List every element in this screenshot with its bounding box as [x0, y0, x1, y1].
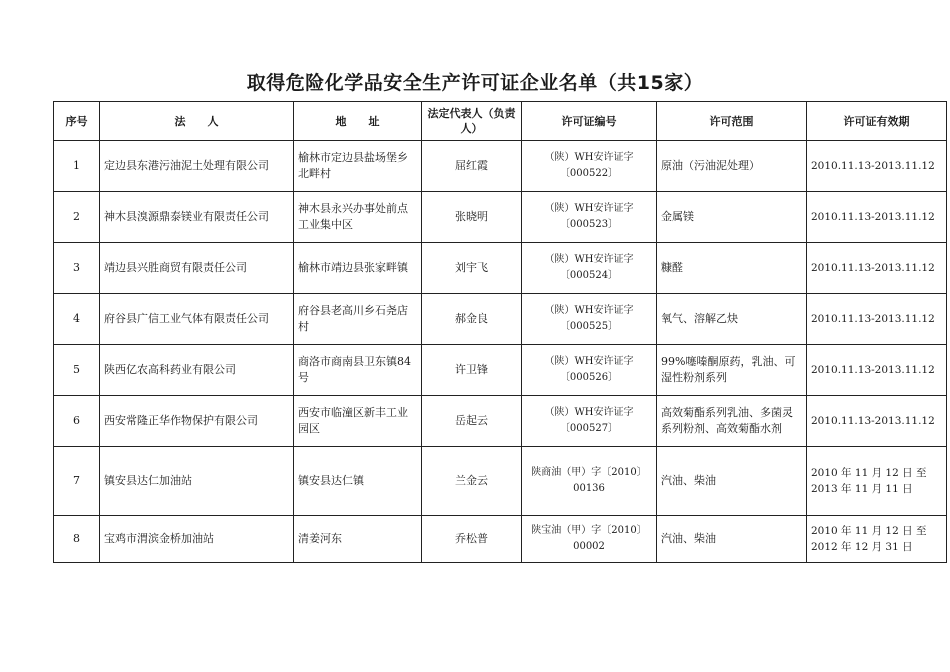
header-address: 地 址	[294, 102, 422, 141]
cell-rep: 岳起云	[422, 396, 522, 447]
table-row	[54, 294, 947, 345]
cell-no: 5	[54, 345, 100, 396]
cell-scope: 氧气、溶解乙炔	[657, 294, 807, 345]
cell-scope: 汽油、柴油	[657, 516, 807, 563]
cell-no: 3	[54, 243, 100, 294]
cell-company: 镇安县达仁加油站	[100, 447, 294, 516]
cell-number: 陕宝油（甲）字〔2010〕00002	[522, 516, 657, 563]
cell-no: 4	[54, 294, 100, 345]
header-validity: 许可证有效期	[807, 102, 947, 141]
cell-no: 6	[54, 396, 100, 447]
cell-rep: 兰金云	[422, 447, 522, 516]
cell-address: 西安市临潼区新丰工业园区	[294, 396, 422, 447]
header-no: 序号	[54, 102, 100, 141]
cell-rep: 刘宇飞	[422, 243, 522, 294]
cell-validity: 2010.11.13-2013.11.12	[807, 345, 947, 396]
cell-rep: 乔松普	[422, 516, 522, 563]
cell-number: （陕）WH安许证字〔000527〕	[522, 396, 657, 447]
cell-rep: 郝金良	[422, 294, 522, 345]
header-number: 许可证编号	[522, 102, 657, 141]
cell-no: 1	[54, 141, 100, 192]
header-row	[54, 102, 947, 141]
cell-company: 神木县溴源鼎泰镁业有限责任公司	[100, 192, 294, 243]
cell-company: 定边县东港污油泥土处理有限公司	[100, 141, 294, 192]
cell-validity: 2010 年 11 月 12 日 至 2012 年 12 月 31 日	[807, 516, 947, 563]
cell-company: 靖边县兴胜商贸有限责任公司	[100, 243, 294, 294]
cell-address: 镇安县达仁镇	[294, 447, 422, 516]
cell-validity: 2010 年 11 月 12 日 至 2013 年 11 月 11 日	[807, 447, 947, 516]
table-row	[54, 516, 947, 563]
cell-address: 府谷县老高川乡石尧店村	[294, 294, 422, 345]
cell-number: （陕）WH安许证字〔000522〕	[522, 141, 657, 192]
header-company: 法 人	[100, 102, 294, 141]
table-row	[54, 447, 947, 516]
cell-validity: 2010.11.13-2013.11.12	[807, 192, 947, 243]
cell-no: 2	[54, 192, 100, 243]
cell-address: 榆林市靖边县张家畔镇	[294, 243, 422, 294]
cell-rep: 张晓明	[422, 192, 522, 243]
header-rep: 法定代表人（负责人）	[422, 102, 522, 141]
cell-company: 宝鸡市渭滨金桥加油站	[100, 516, 294, 563]
enterprise-table	[53, 101, 947, 563]
table-row	[54, 243, 947, 294]
cell-address: 榆林市定边县盐场堡乡北畔村	[294, 141, 422, 192]
cell-scope: 汽油、柴油	[657, 447, 807, 516]
header-scope: 许可范围	[657, 102, 807, 141]
cell-company: 府谷县广信工业气体有限责任公司	[100, 294, 294, 345]
table-row	[54, 192, 947, 243]
cell-scope: 糠醛	[657, 243, 807, 294]
table-row	[54, 345, 947, 396]
cell-number: （陕）WH安许证字〔000525〕	[522, 294, 657, 345]
cell-company: 陕西亿农高科药业有限公司	[100, 345, 294, 396]
cell-number: （陕）WH安许证字〔000526〕	[522, 345, 657, 396]
cell-validity: 2010.11.13-2013.11.12	[807, 141, 947, 192]
cell-scope: 99%噻嗪酮原药，乳油、可湿性粉剂系列	[657, 345, 807, 396]
cell-no: 7	[54, 447, 100, 516]
page-title: 取得危险化学品安全生产许可证企业名单（共15家）	[246, 72, 704, 94]
cell-no: 8	[54, 516, 100, 563]
cell-address: 清姜河东	[294, 516, 422, 563]
cell-validity: 2010.11.13-2013.11.12	[807, 294, 947, 345]
cell-company: 西安常隆正华作物保护有限公司	[100, 396, 294, 447]
cell-scope: 高效菊酯系列乳油、多菌灵系列粉剂、高效菊酯水剂	[657, 396, 807, 447]
table-row	[54, 141, 947, 192]
cell-scope: 原油（污油泥处理）	[657, 141, 807, 192]
cell-address: 商洛市商南县卫东镇84号	[294, 345, 422, 396]
cell-validity: 2010.11.13-2013.11.12	[807, 396, 947, 447]
cell-address: 神木县永兴办事处前点工业集中区	[294, 192, 422, 243]
cell-rep: 屈红霞	[422, 141, 522, 192]
cell-validity: 2010.11.13-2013.11.12	[807, 243, 947, 294]
cell-rep: 许卫锋	[422, 345, 522, 396]
cell-number: （陕）WH安许证字〔000524〕	[522, 243, 657, 294]
table-row	[54, 396, 947, 447]
cell-number: （陕）WH安许证字〔000523〕	[522, 192, 657, 243]
cell-number: 陕商油（甲）字〔2010〕00136	[522, 447, 657, 516]
cell-scope: 金属镁	[657, 192, 807, 243]
